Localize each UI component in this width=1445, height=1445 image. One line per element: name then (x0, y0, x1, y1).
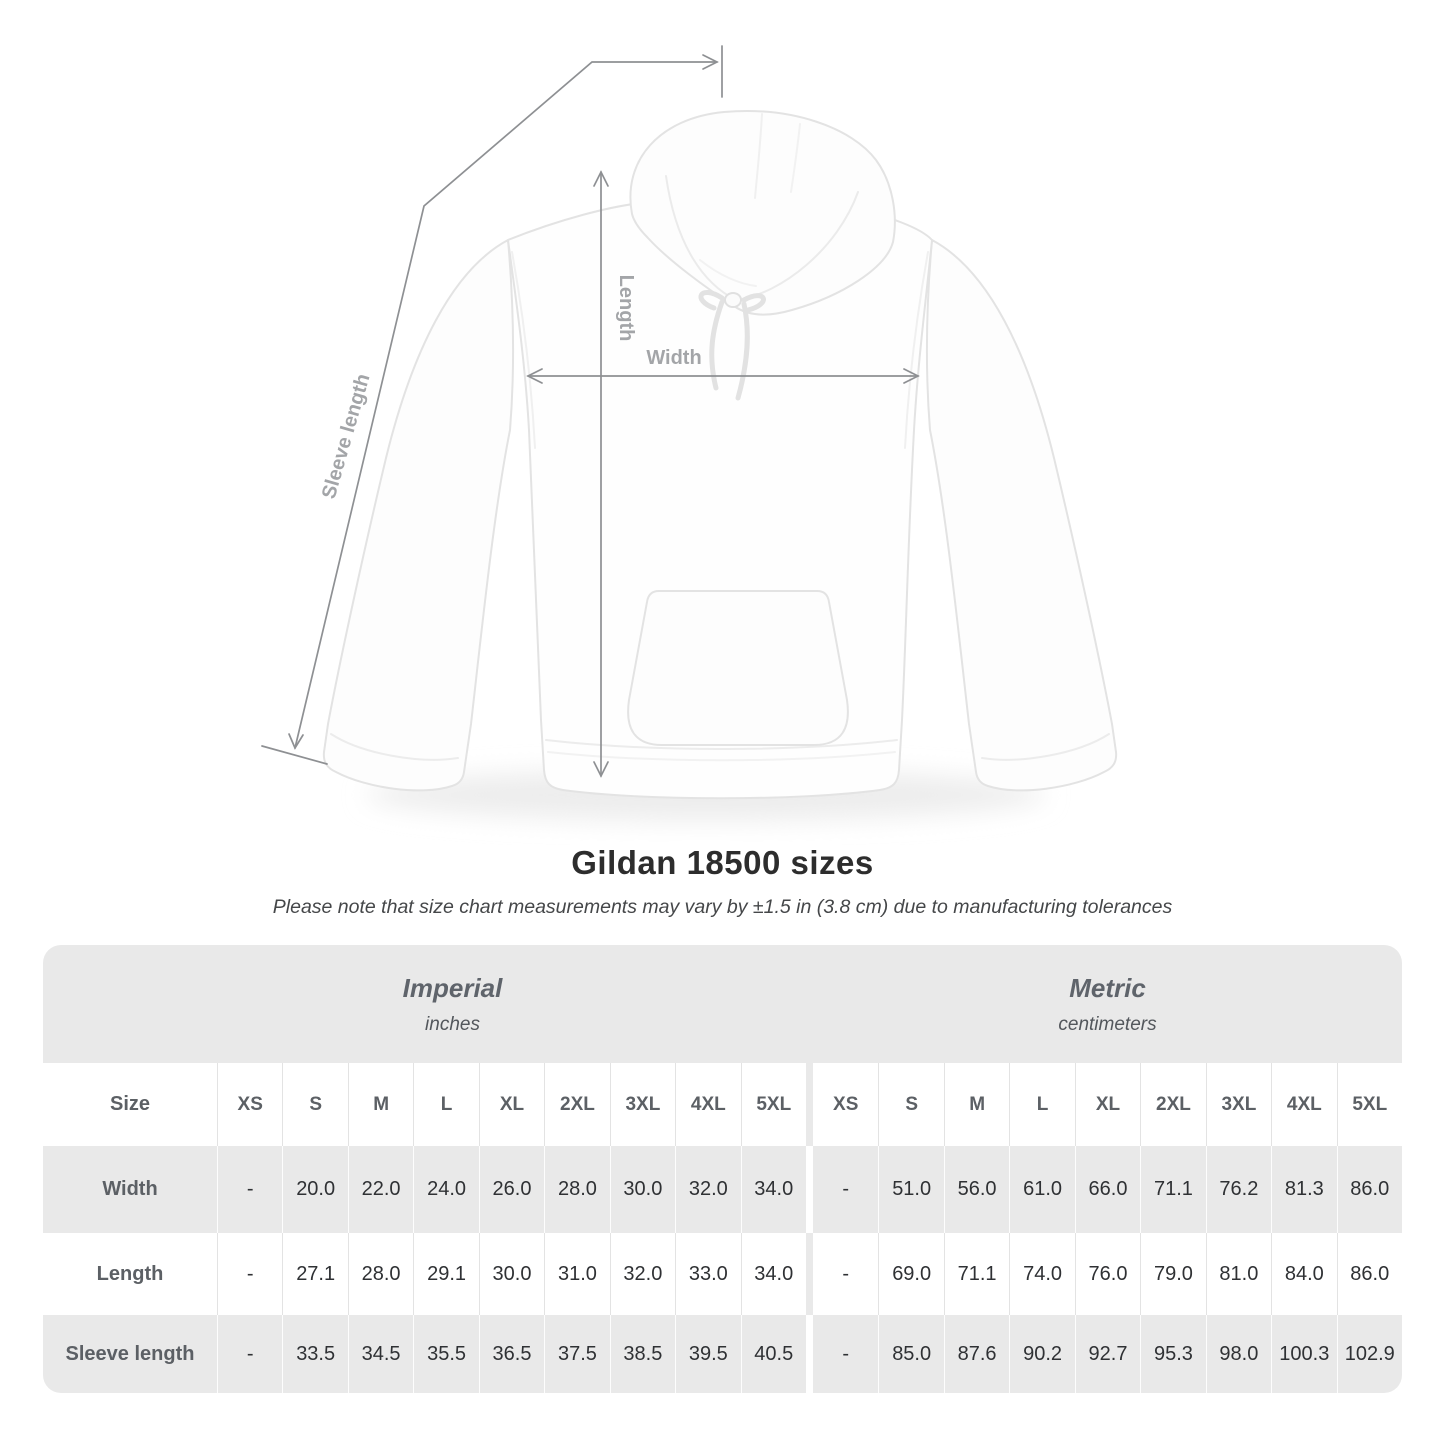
size-header-metric-xs: XS (833, 1093, 859, 1115)
group-divider (806, 945, 813, 1063)
group-divider (806, 1315, 813, 1393)
size-header-metric-l: L (1009, 1063, 1074, 1146)
size-header-row (43, 1063, 1402, 1146)
unit-group-header-row (43, 945, 1402, 1063)
imperial-group-label: Imperial (402, 972, 503, 1003)
hoodie-right-sleeve (927, 240, 1116, 790)
page-title: Gildan 18500 sizes (571, 844, 874, 881)
size-header-imperial-3xl: 3XL (610, 1063, 675, 1146)
length-arrow-label: Length (615, 274, 637, 342)
metric-group-header (813, 945, 1402, 1063)
metric-group-label: Metric (1069, 972, 1146, 1003)
group-divider (806, 1233, 813, 1315)
row-label: Sleeve length (65, 1342, 195, 1365)
size-header-imperial-xl: XL (479, 1063, 544, 1146)
size-header-imperial-xs: XS (217, 1063, 282, 1146)
size-header-imperial-5xl: 5XL (741, 1063, 806, 1146)
size-column-header: Size (109, 1093, 151, 1115)
size-header-metric-4xl: 4XL (1271, 1063, 1336, 1146)
size-header-metric-s: S (878, 1063, 943, 1146)
hoodie-pocket (628, 591, 848, 745)
row-label: Width (102, 1178, 158, 1200)
table-row-width: Width - 20.0 22.0 24.0 26.0 28.0 30.0 32.0 34.0 - 51.0 56.0 61.0 66.0 71.1 76.2 81.3 86.0 (43, 1146, 1402, 1233)
page-subtitle: Please note that size chart measurements may vary by ±1.5 in (3.8 cm) due to manufacturing tolerances (272, 896, 1173, 918)
size-header-imperial-s: S (282, 1063, 347, 1146)
size-header-imperial-l: L (413, 1063, 478, 1146)
group-divider (806, 1063, 813, 1146)
size-header-metric-2xl: 2XL (1140, 1063, 1205, 1146)
table-row-length: Length - 27.1 28.0 29.1 30.0 31.0 32.0 33.0 34.0 - 69.0 71.1 74.0 76.0 79.0 81.0 84.0 86.0 (43, 1233, 1402, 1315)
hoodie-left-sleeve (324, 240, 513, 790)
hoodie-illustration (324, 111, 1116, 798)
size-header-metric-5xl: 5XL (1337, 1063, 1402, 1146)
size-header-metric-3xl: 3XL (1206, 1063, 1271, 1146)
table-row-sleeve-length: Sleeve length - 33.5 34.5 35.5 36.5 37.5 38.5 39.5 40.5 - 85.0 87.6 90.2 92.7 95.3 98.0 100.3 102.9 (43, 1315, 1402, 1393)
group-divider (806, 1146, 813, 1233)
sleeve-length-arrow-label: Sleeve length (317, 371, 375, 502)
row-label: Length (96, 1262, 164, 1285)
imperial-group-header (43, 945, 806, 1063)
imperial-group-unit: inches (425, 1013, 480, 1035)
size-header-imperial-2xl: 2XL (544, 1063, 609, 1146)
metric-group-unit: centimeters (1058, 1013, 1157, 1035)
size-header-imperial-m: M (348, 1063, 413, 1146)
width-arrow-label: Width (646, 347, 702, 369)
size-header-imperial-4xl: 4XL (675, 1063, 740, 1146)
size-header-metric-m: M (944, 1063, 1009, 1146)
size-table (43, 945, 1402, 1393)
size-header-metric-xl: XL (1075, 1063, 1140, 1146)
